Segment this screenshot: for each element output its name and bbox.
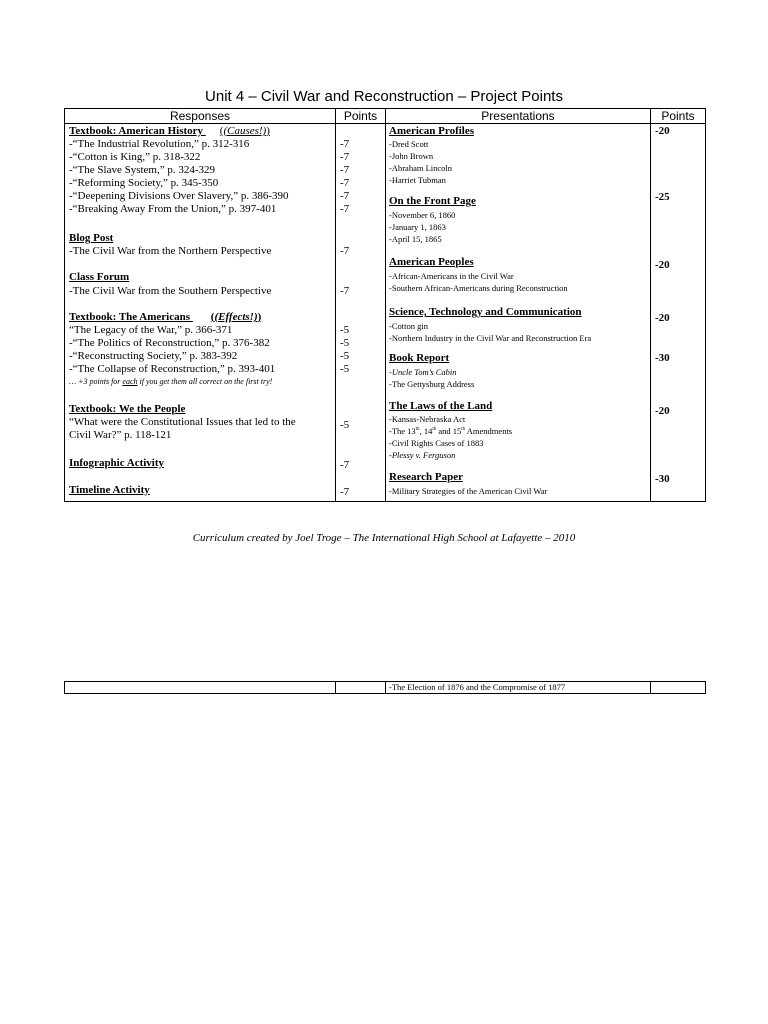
points-value: -7 <box>340 203 350 215</box>
list-item: -Military Strategies of the American Civil War <box>389 486 548 496</box>
response-points-cell <box>336 124 386 502</box>
list-item: -African-Americans in the Civil War <box>389 271 514 281</box>
list-item: “What were the Constitutional Issues that led to the <box>69 416 296 428</box>
points-value: -30 <box>655 352 670 364</box>
americans-heading: Textbook: The Americans ((Effects!)) <box>69 311 262 323</box>
overflow-presentation-cell <box>386 682 651 694</box>
points-value: -5 <box>340 324 350 336</box>
research-heading: Research Paper <box>389 471 464 483</box>
empty-cell <box>651 682 706 694</box>
american-history-heading: Textbook: American History ((Causes!)) <box>69 125 270 137</box>
points-value: -20 <box>655 405 670 417</box>
points-value: -20 <box>655 259 670 271</box>
list-item: -Civil Rights Cases of 1883 <box>389 438 484 448</box>
list-item: -“The Collapse of Reconstruction,” p. 393-401 <box>69 363 276 375</box>
presentation-points-cell <box>651 124 706 502</box>
list-item: -Abraham Lincoln <box>389 163 453 173</box>
list-item: -“Cotton is King,” p. 318-322 <box>69 151 201 163</box>
list-item: -January 1, 1863 <box>389 222 446 232</box>
points-header: Points <box>336 109 386 124</box>
list-item: -“Deepening Divisions Over Slavery,” p. 386-390 <box>69 190 289 202</box>
list-item: -The Civil War from the Southern Perspective <box>69 285 272 297</box>
list-item: Civil War?” p. 118-121 <box>69 429 172 441</box>
list-item: -November 6, 1860 <box>389 210 456 220</box>
points-value: -20 <box>655 312 670 324</box>
list-item: -Plessy v. Ferguson <box>389 450 456 460</box>
points-value: -7 <box>340 151 350 163</box>
list-item: -The Election of 1876 and the Compromise of 1877 <box>389 682 566 692</box>
list-item: -Southern African-Americans during Reconstruction <box>389 283 568 293</box>
points-value: -7 <box>340 459 350 471</box>
list-item: -Cotton gin <box>389 321 428 331</box>
list-item: “The Legacy of the War,” p. 366-371 <box>69 324 233 336</box>
list-item: -The 13th, 14th and 15th Amendments <box>389 426 513 436</box>
points-value: -5 <box>340 337 350 349</box>
front-page-heading: On the Front Page <box>389 195 476 207</box>
book-report-heading: Book Report <box>389 352 450 364</box>
list-item: -Northern Industry in the Civil War and Reconstruction Era <box>389 333 592 343</box>
infographic-heading: Infographic Activity <box>69 457 165 469</box>
points-value: -7 <box>340 177 350 189</box>
blog-post-heading: Blog Post <box>69 232 114 244</box>
points-value: -5 <box>340 363 350 375</box>
empty-cell <box>65 682 336 694</box>
list-item: -The Civil War from the Northern Perspective <box>69 245 272 257</box>
points-value: -7 <box>340 190 350 202</box>
presentations-cell <box>386 124 651 502</box>
points-header-2: Points <box>651 109 706 124</box>
list-item: -Kansas-Nebraska Act <box>389 414 466 424</box>
list-item: -Uncle Tom’s Cabin <box>389 367 457 377</box>
points-value: -7 <box>340 285 350 297</box>
bonus-note: … +3 points for each if you get them all correct on the first try! <box>69 377 273 386</box>
points-value: -7 <box>340 138 350 150</box>
responses-cell <box>65 124 336 502</box>
list-item: -“The Industrial Revolution,” p. 312-316 <box>69 138 250 150</box>
american-profiles-heading: American Profiles <box>389 125 475 137</box>
presentations-header: Presentations <box>386 109 651 124</box>
timeline-heading: Timeline Activity <box>69 484 150 496</box>
list-item: -“Breaking Away From the Union,” p. 397-401 <box>69 203 277 215</box>
points-value: -7 <box>340 245 350 257</box>
points-value: -30 <box>655 473 670 485</box>
points-value: -20 <box>655 125 670 137</box>
list-item: -“Reconstructing Society,” p. 383-392 <box>69 350 238 362</box>
american-peoples-heading: American Peoples <box>389 256 474 268</box>
list-item: -The Gettysburg Address <box>389 379 475 389</box>
points-value: -5 <box>340 419 350 431</box>
list-item: -“The Slave System,” p. 324-329 <box>69 164 216 176</box>
project-points-table <box>64 108 706 502</box>
laws-heading: The Laws of the Land <box>389 400 493 412</box>
science-heading: Science, Technology and Communication <box>389 306 582 318</box>
points-value: -7 <box>340 486 350 498</box>
class-forum-heading: Class Forum <box>69 271 130 283</box>
responses-header: Responses <box>65 109 336 124</box>
points-value: -25 <box>655 191 670 203</box>
overflow-row-table <box>64 681 706 694</box>
list-item: -April 15, 1865 <box>389 234 442 244</box>
we-the-people-heading: Textbook: We the People <box>69 403 186 415</box>
list-item: -Harriet Tubman <box>389 175 446 185</box>
list-item: -“Reforming Society,” p. 345-350 <box>69 177 219 189</box>
empty-cell <box>336 682 386 694</box>
points-value: -7 <box>340 164 350 176</box>
list-item: -“The Politics of Reconstruction,” p. 376-382 <box>69 337 270 349</box>
points-value: -5 <box>340 350 350 362</box>
page-title: Unit 4 – Civil War and Reconstruction – Project Points <box>205 88 563 105</box>
list-item: -John Brown <box>389 151 434 161</box>
list-item: -Dred Scott <box>389 139 429 149</box>
curriculum-credit: Curriculum created by Joel Troge – The International High School at Lafayette – 2010 <box>192 532 576 544</box>
